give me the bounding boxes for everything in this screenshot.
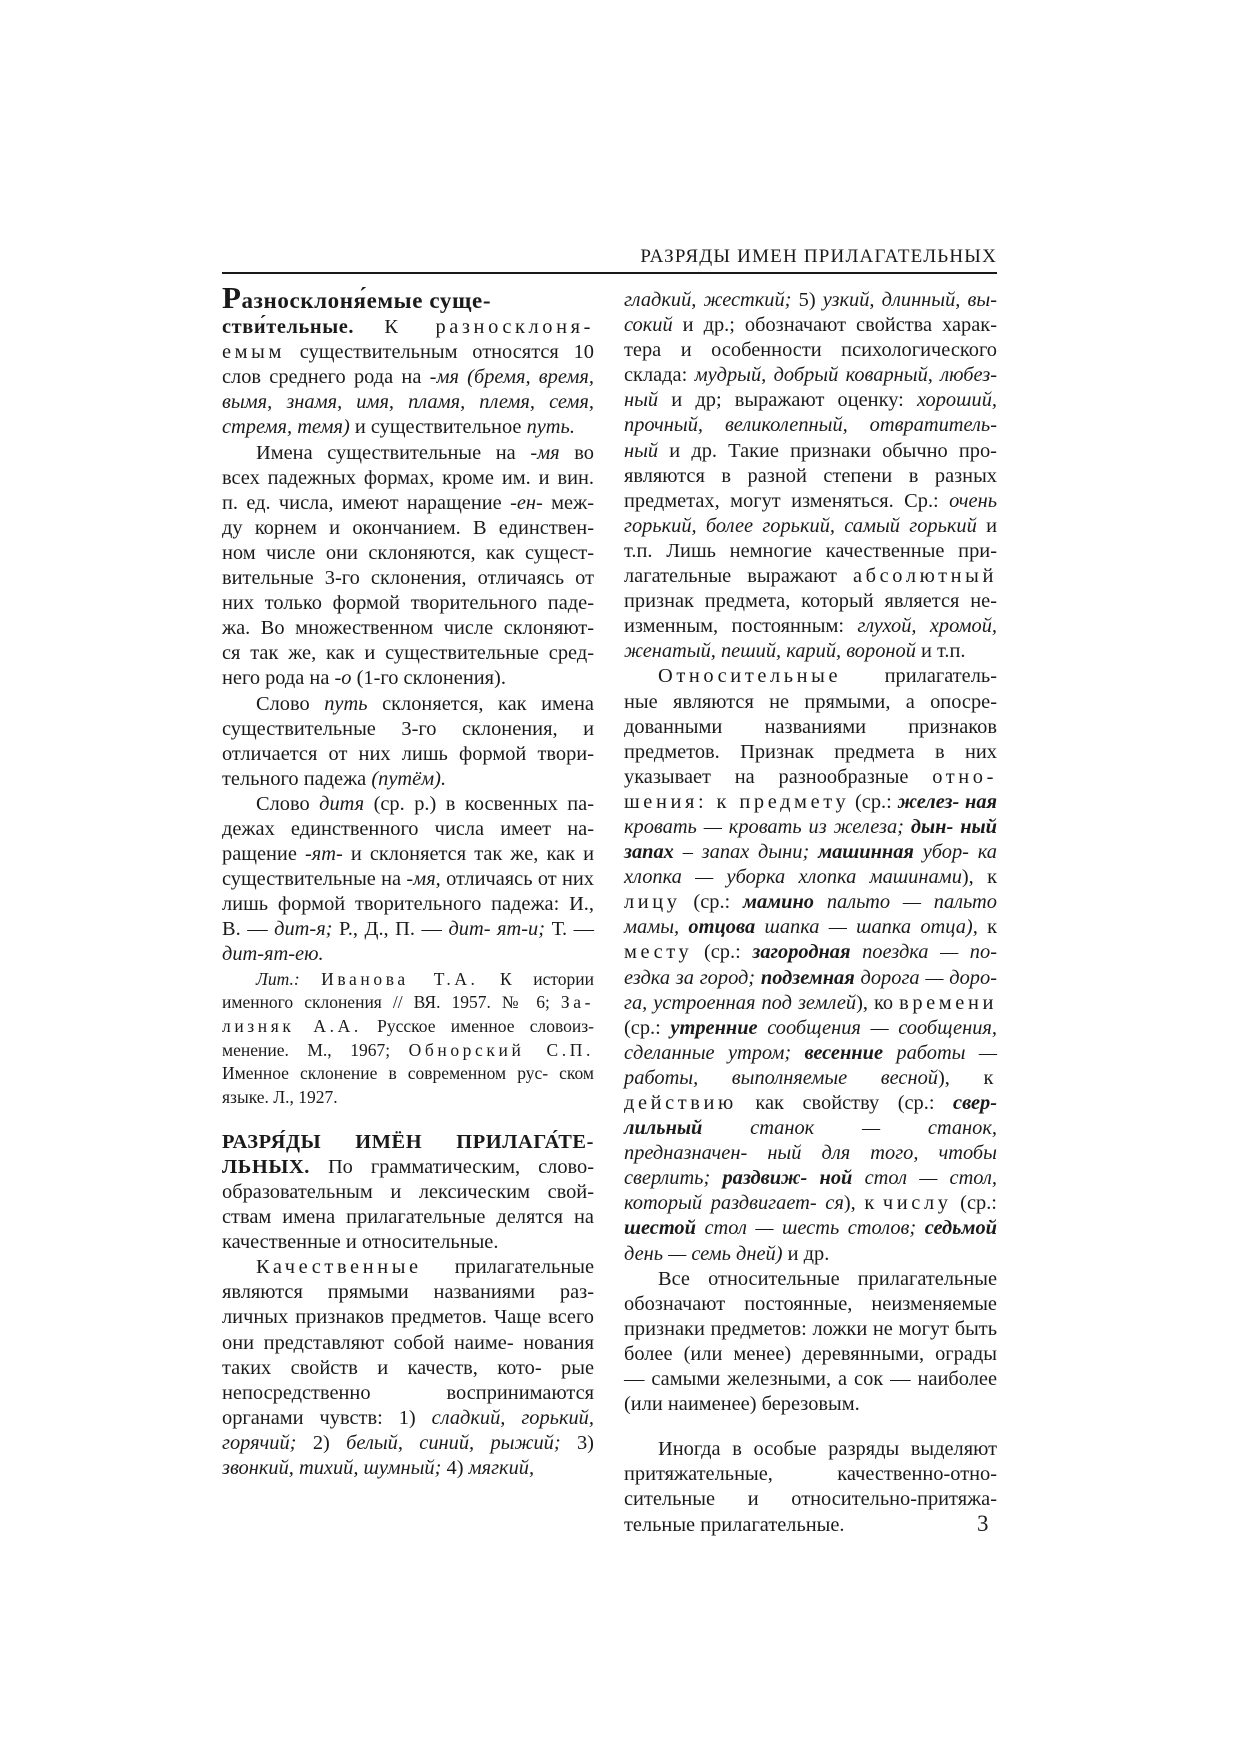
right-p3: Все относительные прилагательные обозначают постоянные, неизменяемые признаки предметов: ложки не могут быть более (или менее) деревянными, ограды — самыми железными, а сок — наиболее (или наименее) березовым. xyxy=(624,1267,997,1416)
header-rule xyxy=(222,272,997,274)
entry-raznosklonyaemye-p1: Разносклоня́емые суще- стви́тельные. К разносклоня- емым существительным относятся 10 слов среднего рода на -мя (бремя, время, вымя, знамя, имя, пламя, племя, семя, стремя, темя) и существительное путь. xyxy=(222,280,594,439)
entry-headword: РАЗРЯ́ДЫ ИМЁН ПРИЛАГА́ТЕ- ЛЬНЫХ. xyxy=(222,1130,594,1178)
entry-raznosklonyaemye-p3: Слово путь склоняется, как имена существительные 3-го склонения, и отличается от них лишь формой твори- тельного падежа (путём). xyxy=(222,692,594,790)
page-number: 3 xyxy=(977,1511,989,1536)
entry-raznosklonyaemye-p2: Имена существительные на -мя во всех падежных формах, кроме им. и вин. п. ед. числа, имеют наращение -ен- меж- ду корнем и окончанием. В единствен- ном числе они склоняются, как сущест- вительные 3-го склонения, отличаясь от них только формой творительного паде- жа. Во множественном числе склоняют- ся так же, как и существительные сред- него рода на -о (1-го склонения). xyxy=(222,441,594,690)
right-column xyxy=(624,288,997,1538)
right-p4: Иногда в особые разряды выделяют притяжательные, качественно-отно- сительные и относительно-притяжа- тельные прилагательные. xyxy=(624,1438,997,1536)
entry-raznosklonyaemye-p4: Слово дитя (ср. р.) в косвенных па- дежах единственного числа имеет на- ращение -ят- и склоняется так же, как и существительные на -мя, отличаясь от них лишь формой творительного падежа: И., В. — дит-я; Р., Д., П. — дит- ят-и; Т. — дит-ят-ею. xyxy=(222,792,594,966)
entry-razryady-p2: Качественные прилагательные являются прямыми названиями раз- личных признаков предметов. Чаще всего они представляют собой наиме- нования таких свойств и качеств, кото- рые непосредственно воспринимаются органами чувств: 1) сладкий, горький, горячий; 2) белый, синий, рыжий; 3) звонкий, тихий, шумный; 4) мягкий, xyxy=(222,1256,594,1479)
right-p1: гладкий, жесткий; 5) узкий, длинный, вы- сокий и др.; обозначают свойства харак- тера и особенности психологического склада: мудрый, добрый коварный, любез- ный и др; выражают оценку: хороший, прочный, великолепный, отвратитель- ный и др. Такие признаки обычно про- являются в разной степени в разных предметах, могут изменяться. Ср.: очень горький, более горький, самый горький и т.п. Лишь немногие качественные при- лагательные выражают абсолютный признак предмета, который является не- изменным, постоянным: глухой, хромой, женатый, пеший, карий, вороной и т.п. xyxy=(624,289,997,663)
literature-reference: Лит.: Иванова Т.А. К истории именного склонения // ВЯ. 1957. № 6; За- лизняк А.А. Русское именное словоиз- менение. М., 1967; Обнорский С.П. Именное склонение в современном рус- ском языке. Л., 1927. xyxy=(222,968,594,1108)
entry-razryady-p1: РАЗРЯ́ДЫ ИМЁН ПРИЛАГА́ТЕ- ЛЬНЫХ. По грамматическим, слово- образовательным и лексическим свой- ствам имена прилагательные делятся на качественные и относительные. xyxy=(222,1130,594,1254)
running-head: РАЗРЯДЫ ИМЕН ПРИЛАГАТЕЛЬНЫХ xyxy=(640,246,997,267)
right-p2: Относительные прилагатель- ные являются не прямыми, а опосре- дованными названиями признаков предметов. Признак предмета в них указывает на разнообразные отно- шения: к предмету (ср.: желез- ная кровать — кровать из железа; дын- ный запах – запах дыни; машинная убор- ка хлопка — уборка хлопка машинами), к лицу (ср.: мамино пальто — пальто мамы, отцова шапка — шапка отца), к месту (ср.: загородная поездка — по- ездка за город; подземная дорога — доро- га, устроенная под землей), ко времени (ср.: утренние сообщения — сообщения, сделанные утром; весенние работы — работы, выполняемые весной), к действию как свойству (ср.: свер- лильный станок — станок, предназначен- ный для того, чтобы сверлить; раздвиж- ной стол — стол, который раздвигает- ся), к числу (ср.: шестой стол — шесть столов; седьмой день — семь дней) и др. xyxy=(624,665,998,1265)
entry-headword: Разносклоня́емые суще- стви́тельные. xyxy=(222,280,492,339)
left-column xyxy=(222,280,594,1481)
